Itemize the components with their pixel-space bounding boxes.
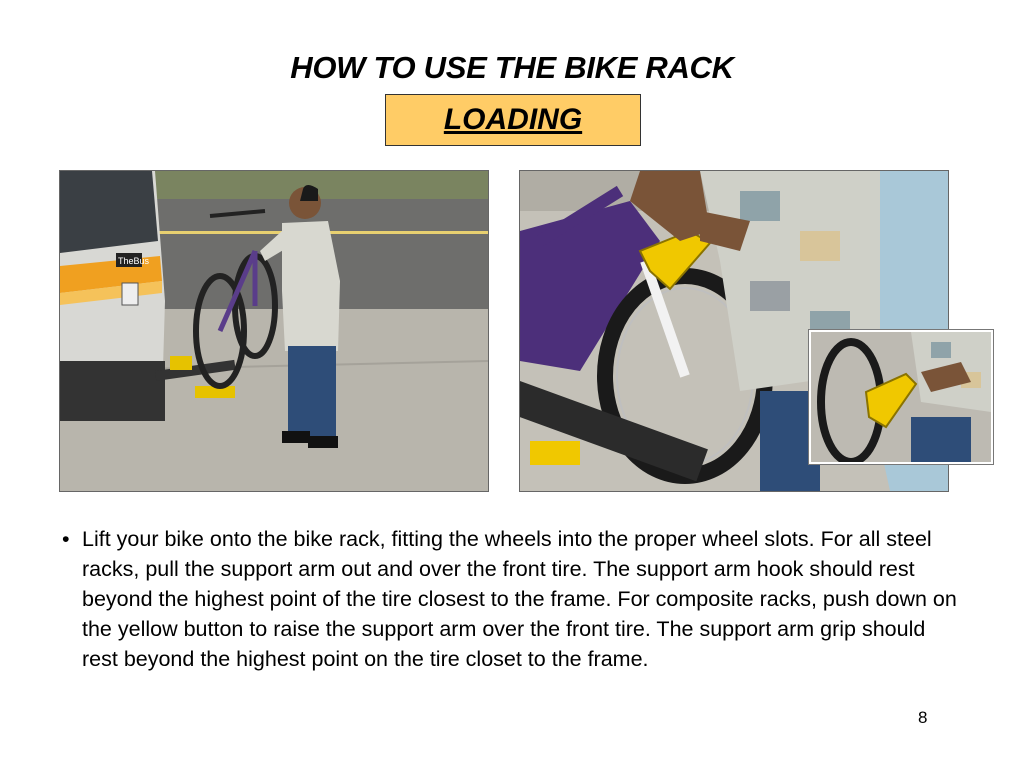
photo-inset-support-arm (809, 330, 993, 464)
photo-inset-support-arm-illustration (811, 332, 991, 462)
photo-loading-bike-onto-bus-illustration (60, 171, 488, 491)
section-label: LOADING (443, 103, 583, 136)
bullet-text: Lift your bike onto the bike rack, fitting the wheels into the proper wheel slots. For all steel racks, pull the support arm out and over the front tire. The support arm hook should rest beyond the highest point of the tire closest to the frame. For composite racks, push down on the yellow button to raise the support arm over the front tire. The support arm grip should rest beyond the highest point on the tire closet to the frame. (82, 527, 957, 671)
instruction-text (62, 524, 962, 674)
bullet-item (62, 524, 962, 674)
bullet-symbol: • (62, 527, 70, 551)
bus-label-text: TheBus (118, 256, 150, 266)
photo-loading-bike-onto-bus (59, 170, 489, 492)
section-label-box (385, 94, 641, 146)
slide-title: HOW TO USE THE BIKE RACK (290, 50, 734, 85)
page-number: 8 (918, 708, 928, 727)
